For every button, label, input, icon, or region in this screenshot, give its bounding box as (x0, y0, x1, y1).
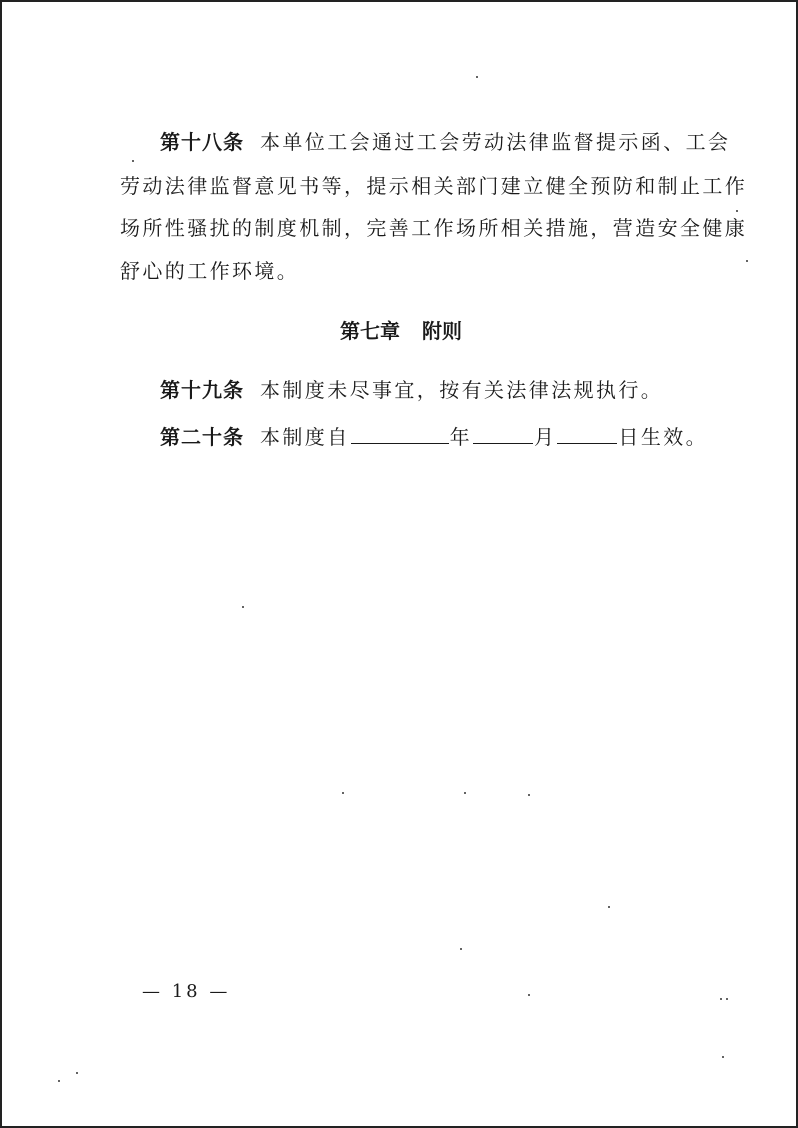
article-18-line-1 (160, 128, 730, 156)
scan-speck (58, 1080, 60, 1082)
scan-speck (726, 998, 728, 1000)
chapter-number: 第七章 (340, 319, 400, 343)
scan-speck (528, 794, 530, 796)
article-18-line-3: 场所性骚扰的制度机制，完善工作场所相关措施，营造安全健康 (120, 216, 748, 240)
article-20-suffix: 日生效。 (618, 425, 709, 449)
scan-speck (736, 210, 738, 212)
chapter-title: 附则 (422, 319, 462, 343)
scan-speck (722, 1056, 724, 1058)
article-20-year: 年 (449, 425, 473, 449)
article-19-text: 本制度未尽事宜，按有关法律法规执行。 (260, 378, 664, 402)
scan-speck (608, 906, 610, 908)
article-20-prefix: 本制度自 (260, 425, 350, 449)
page-number: — 18 — (142, 981, 231, 1002)
article-19 (160, 376, 663, 404)
article-18-line-2: 劳动法律监督意见书等，提示相关部门建立健全预防和制止工作 (120, 174, 748, 198)
day-blank (557, 423, 617, 444)
scan-speck (476, 76, 478, 78)
scan-speck (460, 948, 462, 950)
scan-speck (528, 994, 530, 996)
article-20 (160, 423, 708, 451)
article-18-label: 第十八条 (160, 130, 244, 154)
scan-speck (76, 1072, 78, 1074)
article-20-label: 第二十条 (160, 425, 244, 449)
scan-speck (720, 998, 722, 1000)
article-20-month: 月 (534, 425, 557, 449)
article-18-text-1: 本单位工会通过工会劳动法律监督提示函、工会 (260, 130, 731, 154)
month-blank (473, 423, 533, 444)
scan-speck (464, 792, 466, 794)
scan-speck (342, 792, 344, 794)
scan-speck (242, 606, 244, 608)
article-19-label: 第十九条 (160, 378, 244, 402)
article-18-line-4: 舒心的工作环境。 (120, 259, 300, 283)
scan-speck (132, 160, 134, 162)
year-blank (351, 423, 449, 444)
chapter-heading (2, 317, 798, 345)
scan-speck (746, 260, 748, 262)
